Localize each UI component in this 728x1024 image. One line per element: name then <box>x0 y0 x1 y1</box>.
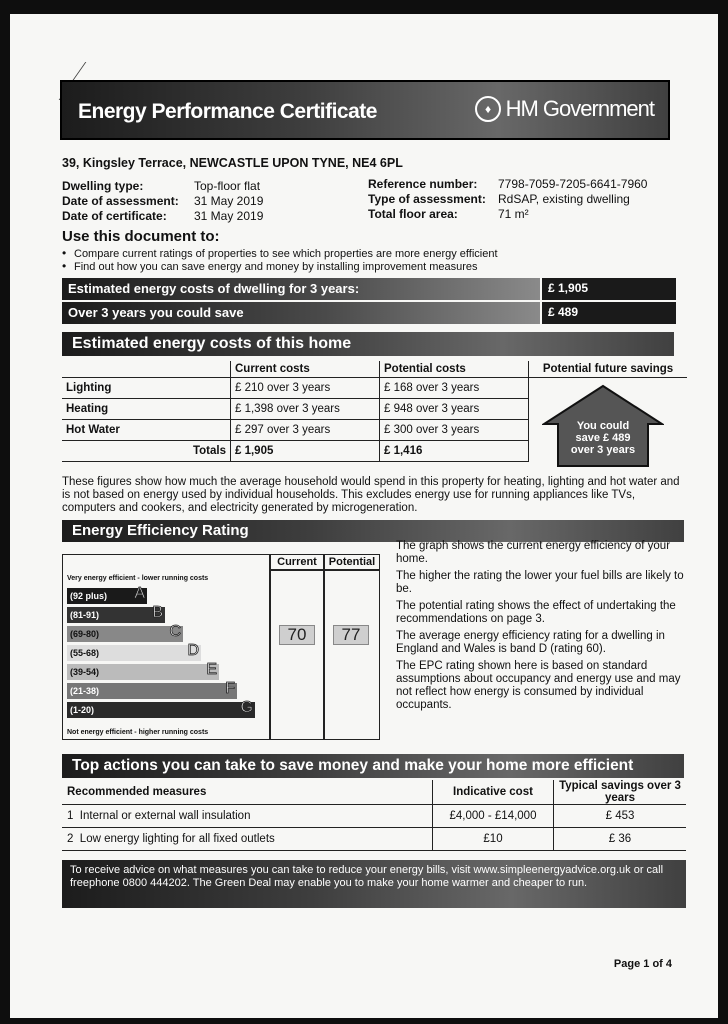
col-measures: Recommended measures <box>62 780 433 805</box>
eer-paragraph: The potential rating shows the effect of undertaking the recommendations on page 3. <box>396 600 676 625</box>
col-current: Current costs <box>231 361 380 378</box>
house-text <box>558 420 648 456</box>
summary-label: Over 3 years you could save <box>62 302 540 324</box>
info-value: RdSAP, existing dwelling <box>498 192 630 206</box>
potential-rating: 77 <box>333 625 369 645</box>
eer-band-f <box>67 680 237 699</box>
crest-icon: ♦ <box>475 96 501 122</box>
measure-saving: £ 453 <box>554 805 687 828</box>
col-potential: Potential costs <box>380 361 529 378</box>
eer-paragraph: The higher the rating the lower your fuel bills are likely to be. <box>396 570 684 595</box>
measure-number: 2 <box>67 833 74 845</box>
info-value: 31 May 2019 <box>194 209 264 223</box>
blank-header <box>62 361 231 378</box>
eer-paragraph: The graph shows the current energy efficiency of your home. <box>396 540 671 565</box>
costs-section-title: Estimated energy costs of this home <box>62 332 674 356</box>
costs-note: These figures show how much the average household would spend in this property for heating, lighting and hot water and is not based on energy used by individual households. This excludes energy use for running appliances like TVs, computers and cookers, and electricity generated by microgeneration. <box>62 476 680 514</box>
eer-chart <box>62 554 380 740</box>
col-savings: Potential future savings <box>529 361 688 378</box>
hm-government-logo <box>475 96 654 122</box>
row-current: £ 1,398 over 3 years <box>231 399 380 420</box>
info-key: Date of assessment: <box>62 194 179 208</box>
eer-band-range: (69-80) <box>70 629 100 639</box>
eer-band-letter: G <box>240 699 253 716</box>
table-row <box>62 828 686 851</box>
summary-row-savings <box>62 302 688 324</box>
advice-banner: To receive advice on what measures you can take to reduce your energy bills, visit www.simpleenergyadvice.org.uk or call freephone 0800 444202. The Green Deal may enable you to make your home warmer and cheaper to run. <box>62 860 686 908</box>
table-row <box>62 805 686 828</box>
row-potential: £ 948 over 3 years <box>380 399 529 420</box>
eer-paragraph: The average energy efficiency rating for a dwelling in England and Wales is band D (rating 60). <box>396 630 665 655</box>
row-name: Lighting <box>62 378 231 399</box>
gov-label: HM Government <box>505 96 654 121</box>
eer-band-letter: D <box>187 642 199 659</box>
summary-value: £ 489 <box>540 302 676 324</box>
summary-value: £ 1,905 <box>540 278 676 300</box>
info-value: 31 May 2019 <box>194 194 264 208</box>
eer-band-b <box>67 604 165 623</box>
eer-text <box>396 540 686 712</box>
eer-band-d <box>67 642 201 661</box>
row-current: £ 297 over 3 years <box>231 420 380 441</box>
totals-label: Totals <box>62 441 231 462</box>
measure-cell <box>62 828 433 851</box>
title-banner <box>60 80 670 140</box>
info-key: Date of certificate: <box>62 209 167 223</box>
info-left <box>62 179 263 224</box>
eer-bottom-note: Not energy efficient - higher running costs <box>67 729 209 736</box>
info-key: Type of assessment: <box>368 192 486 206</box>
col-cost: Indicative cost <box>433 780 554 805</box>
info-right <box>368 177 647 222</box>
col-saving: Typical savings over 3 years <box>554 780 687 805</box>
eer-band-letter: B <box>152 604 163 621</box>
eer-section-title: Energy Efficiency Rating <box>62 520 684 542</box>
eer-band-letter: A <box>134 585 145 602</box>
row-current: £ 210 over 3 years <box>231 378 380 399</box>
actions-table <box>62 780 686 851</box>
eer-band-g <box>67 699 255 718</box>
row-name: Heating <box>62 399 231 420</box>
eer-band-range: (92 plus) <box>70 591 108 601</box>
measure-name: Internal or external wall insulation <box>79 810 251 822</box>
eer-col-current: Current <box>277 556 317 568</box>
use-bullet: • Compare current ratings of properties to see which properties are more energy efficient <box>62 246 498 260</box>
info-key: Reference number: <box>368 177 478 191</box>
measure-cost: £10 <box>433 828 554 851</box>
info-value: 71 m² <box>498 207 529 221</box>
totals-potential: £ 1,416 <box>380 441 529 462</box>
measure-name: Low energy lighting for all fixed outlets <box>79 833 275 845</box>
eer-band-a <box>67 585 147 604</box>
certificate-page <box>10 14 718 1018</box>
measure-cost: £4,000 - £14,000 <box>433 805 554 828</box>
eer-paragraph: The EPC rating shown here is based on standard assumptions about occupancy and energy use and may not reflect how energy is consumed by individual occupants. <box>396 660 681 711</box>
summary-label: Estimated energy costs of dwelling for 3 years: <box>62 278 540 300</box>
house-line: over 3 years <box>570 444 636 456</box>
document-title: Energy Performance Certificate <box>78 100 377 123</box>
property-address: 39, Kingsley Terrace, NEWCASTLE UPON TYNE, NE4 6PL <box>62 156 403 170</box>
house-line: save £ 489 <box>575 432 631 444</box>
actions-section-title: Top actions you can take to save money and make your home more efficient <box>62 754 684 778</box>
eer-col-potential: Potential <box>328 556 376 568</box>
row-potential: £ 300 over 3 years <box>380 420 529 441</box>
eer-band-letter: C <box>169 623 181 640</box>
eer-band-c <box>67 623 183 642</box>
info-key: Dwelling type: <box>62 179 144 193</box>
eer-top-note: Very energy efficient - lower running costs <box>67 575 209 582</box>
info-value: 7798-7059-7205-6641-7960 <box>498 177 648 191</box>
current-rating: 70 <box>279 625 315 645</box>
page-number: Page 1 of 4 <box>613 958 672 970</box>
house-line: You could <box>576 420 630 432</box>
measure-saving: £ 36 <box>554 828 687 851</box>
eer-band-range: (39-54) <box>70 667 100 677</box>
eer-band-letter: F <box>225 680 235 697</box>
eer-band-range: (55-68) <box>70 648 100 658</box>
eer-band-e <box>67 661 219 680</box>
measure-cell <box>62 805 433 828</box>
info-value: Top-floor flat <box>194 179 261 193</box>
totals-current: £ 1,905 <box>231 441 380 462</box>
eer-band-range: (1-20) <box>70 705 95 715</box>
use-title: Use this document to: <box>62 228 220 245</box>
row-potential: £ 168 over 3 years <box>380 378 529 399</box>
info-key: Total floor area: <box>368 207 458 221</box>
use-bullet: • Find out how you can save energy and money by installing improvement measures <box>62 259 478 273</box>
measure-number: 1 <box>67 810 74 822</box>
eer-band-range: (81-91) <box>70 610 100 620</box>
row-name: Hot Water <box>62 420 231 441</box>
savings-house-icon <box>542 384 664 468</box>
eer-band-range: (21-38) <box>70 686 100 696</box>
eer-band-letter: E <box>206 661 217 678</box>
summary-row-costs <box>62 278 688 300</box>
